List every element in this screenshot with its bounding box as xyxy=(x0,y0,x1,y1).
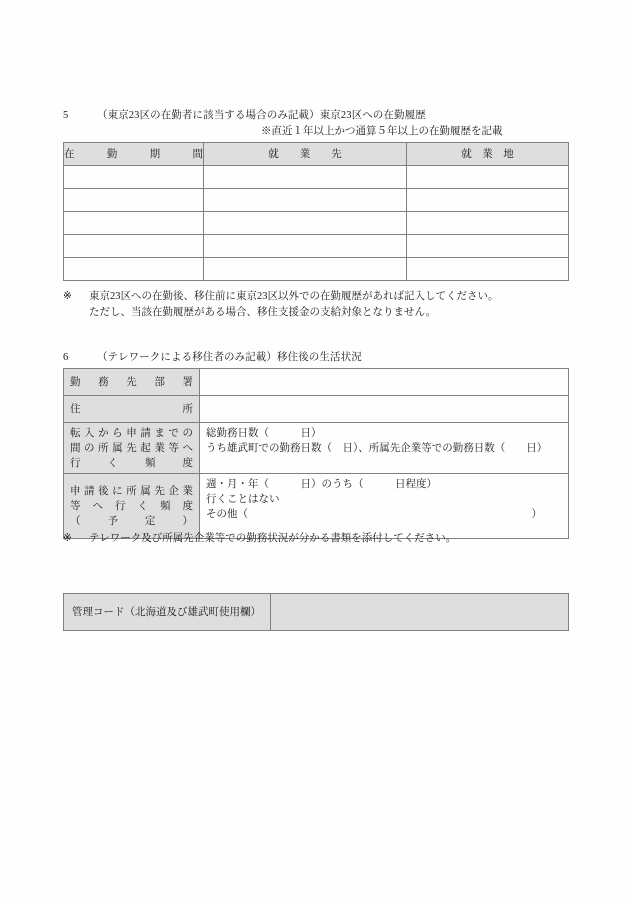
column-header-employer: 就 業 先 xyxy=(204,143,407,166)
cell-period[interactable] xyxy=(64,189,204,212)
cell-period[interactable] xyxy=(64,166,204,189)
table-header-row xyxy=(64,143,569,166)
cell-employer[interactable] xyxy=(204,258,407,281)
table-row xyxy=(64,189,569,212)
cell-location[interactable] xyxy=(407,189,569,212)
section-5-note xyxy=(63,289,499,321)
section-6-note xyxy=(63,531,456,547)
admin-code-label: 管理コード（北海道及び雄武町使用欄） xyxy=(64,594,271,631)
table-row-visit-frequency-future xyxy=(64,474,569,539)
section-5-note-line-2: ただし、当該在勤履歴がある場合、移住支援金の支給対象となりません。 xyxy=(89,307,437,318)
cell-location[interactable] xyxy=(407,258,569,281)
table-row-visit-frequency-past xyxy=(64,423,569,474)
row-value-address[interactable] xyxy=(200,396,569,423)
section-5-note-line-1: ※ 東京23区への在勤後、移住前に東京23区以外での在勤履歴があれば記入してください。 xyxy=(63,289,499,305)
admin-code-table xyxy=(63,593,569,631)
section-6-note-line-1: ※ テレワーク及び所属先企業等での勤務状況が分かる書類を添付してください。 xyxy=(63,531,456,547)
cell-employer[interactable] xyxy=(204,166,407,189)
cell-location[interactable] xyxy=(407,166,569,189)
table-row xyxy=(64,166,569,189)
table-row xyxy=(64,258,569,281)
value-line: うち雄武町での勤務日数（ 日）、所属先企業等での勤務日数（ 日） xyxy=(206,443,548,454)
section-5-heading xyxy=(63,108,426,123)
column-header-location: 就 業 地 xyxy=(407,143,569,166)
cell-employer[interactable] xyxy=(204,212,407,235)
value-line: その他（ ） xyxy=(206,509,542,520)
table-row-address xyxy=(64,396,569,423)
table-row xyxy=(64,235,569,258)
admin-code-value[interactable] xyxy=(271,594,569,631)
cell-employer[interactable] xyxy=(204,235,407,258)
column-header-period: 在 勤 期 間 xyxy=(64,143,204,166)
value-line: 総勤務日数（ 日） xyxy=(206,428,322,439)
row-value-visit-frequency-future[interactable] xyxy=(200,474,569,539)
table-row-workplace-dept xyxy=(64,369,569,396)
section-5-number: 5 xyxy=(63,110,69,121)
cell-period[interactable] xyxy=(64,258,204,281)
value-line: 行くことはない xyxy=(206,494,280,505)
cell-employer[interactable] xyxy=(204,189,407,212)
row-value-visit-frequency-past[interactable] xyxy=(200,423,569,474)
cell-period[interactable] xyxy=(64,235,204,258)
cell-period[interactable] xyxy=(64,212,204,235)
value-line: 週・月・年（ 日）のうち（ 日程度） xyxy=(206,479,437,490)
note-mark-icon: ※ xyxy=(63,291,72,302)
section-6-title: （テレワークによる移住者のみ記載）移住後の生活状況 xyxy=(97,352,362,363)
row-label-address: 住 所 xyxy=(64,396,200,423)
row-label-visit-frequency-past: 転入から申請までの 間の所属先起業等へ 行 く 頻 度 xyxy=(64,423,200,474)
section-5-title: （東京23区の在勤者に該当する場合のみ記載）東京23区への在勤履歴 xyxy=(97,110,426,121)
cell-location[interactable] xyxy=(407,235,569,258)
row-label-workplace-dept: 勤 務 先 部 署 xyxy=(64,369,200,396)
row-label-visit-frequency-future: 申請後に所属先企業 等 へ 行 く 頻 度 （ 予 定 ） xyxy=(64,474,200,539)
admin-code-row xyxy=(64,594,569,631)
section-6-heading xyxy=(63,350,362,365)
post-move-living-table xyxy=(63,368,569,539)
work-history-table xyxy=(63,142,569,281)
note-mark-icon: ※ xyxy=(63,533,72,544)
row-value-workplace-dept[interactable] xyxy=(200,369,569,396)
section-5-subnote: ※直近１年以上かつ通算５年以上の在勤履歴を記載 xyxy=(261,126,503,137)
cell-location[interactable] xyxy=(407,212,569,235)
section-6-number: 6 xyxy=(63,352,69,363)
table-row xyxy=(64,212,569,235)
